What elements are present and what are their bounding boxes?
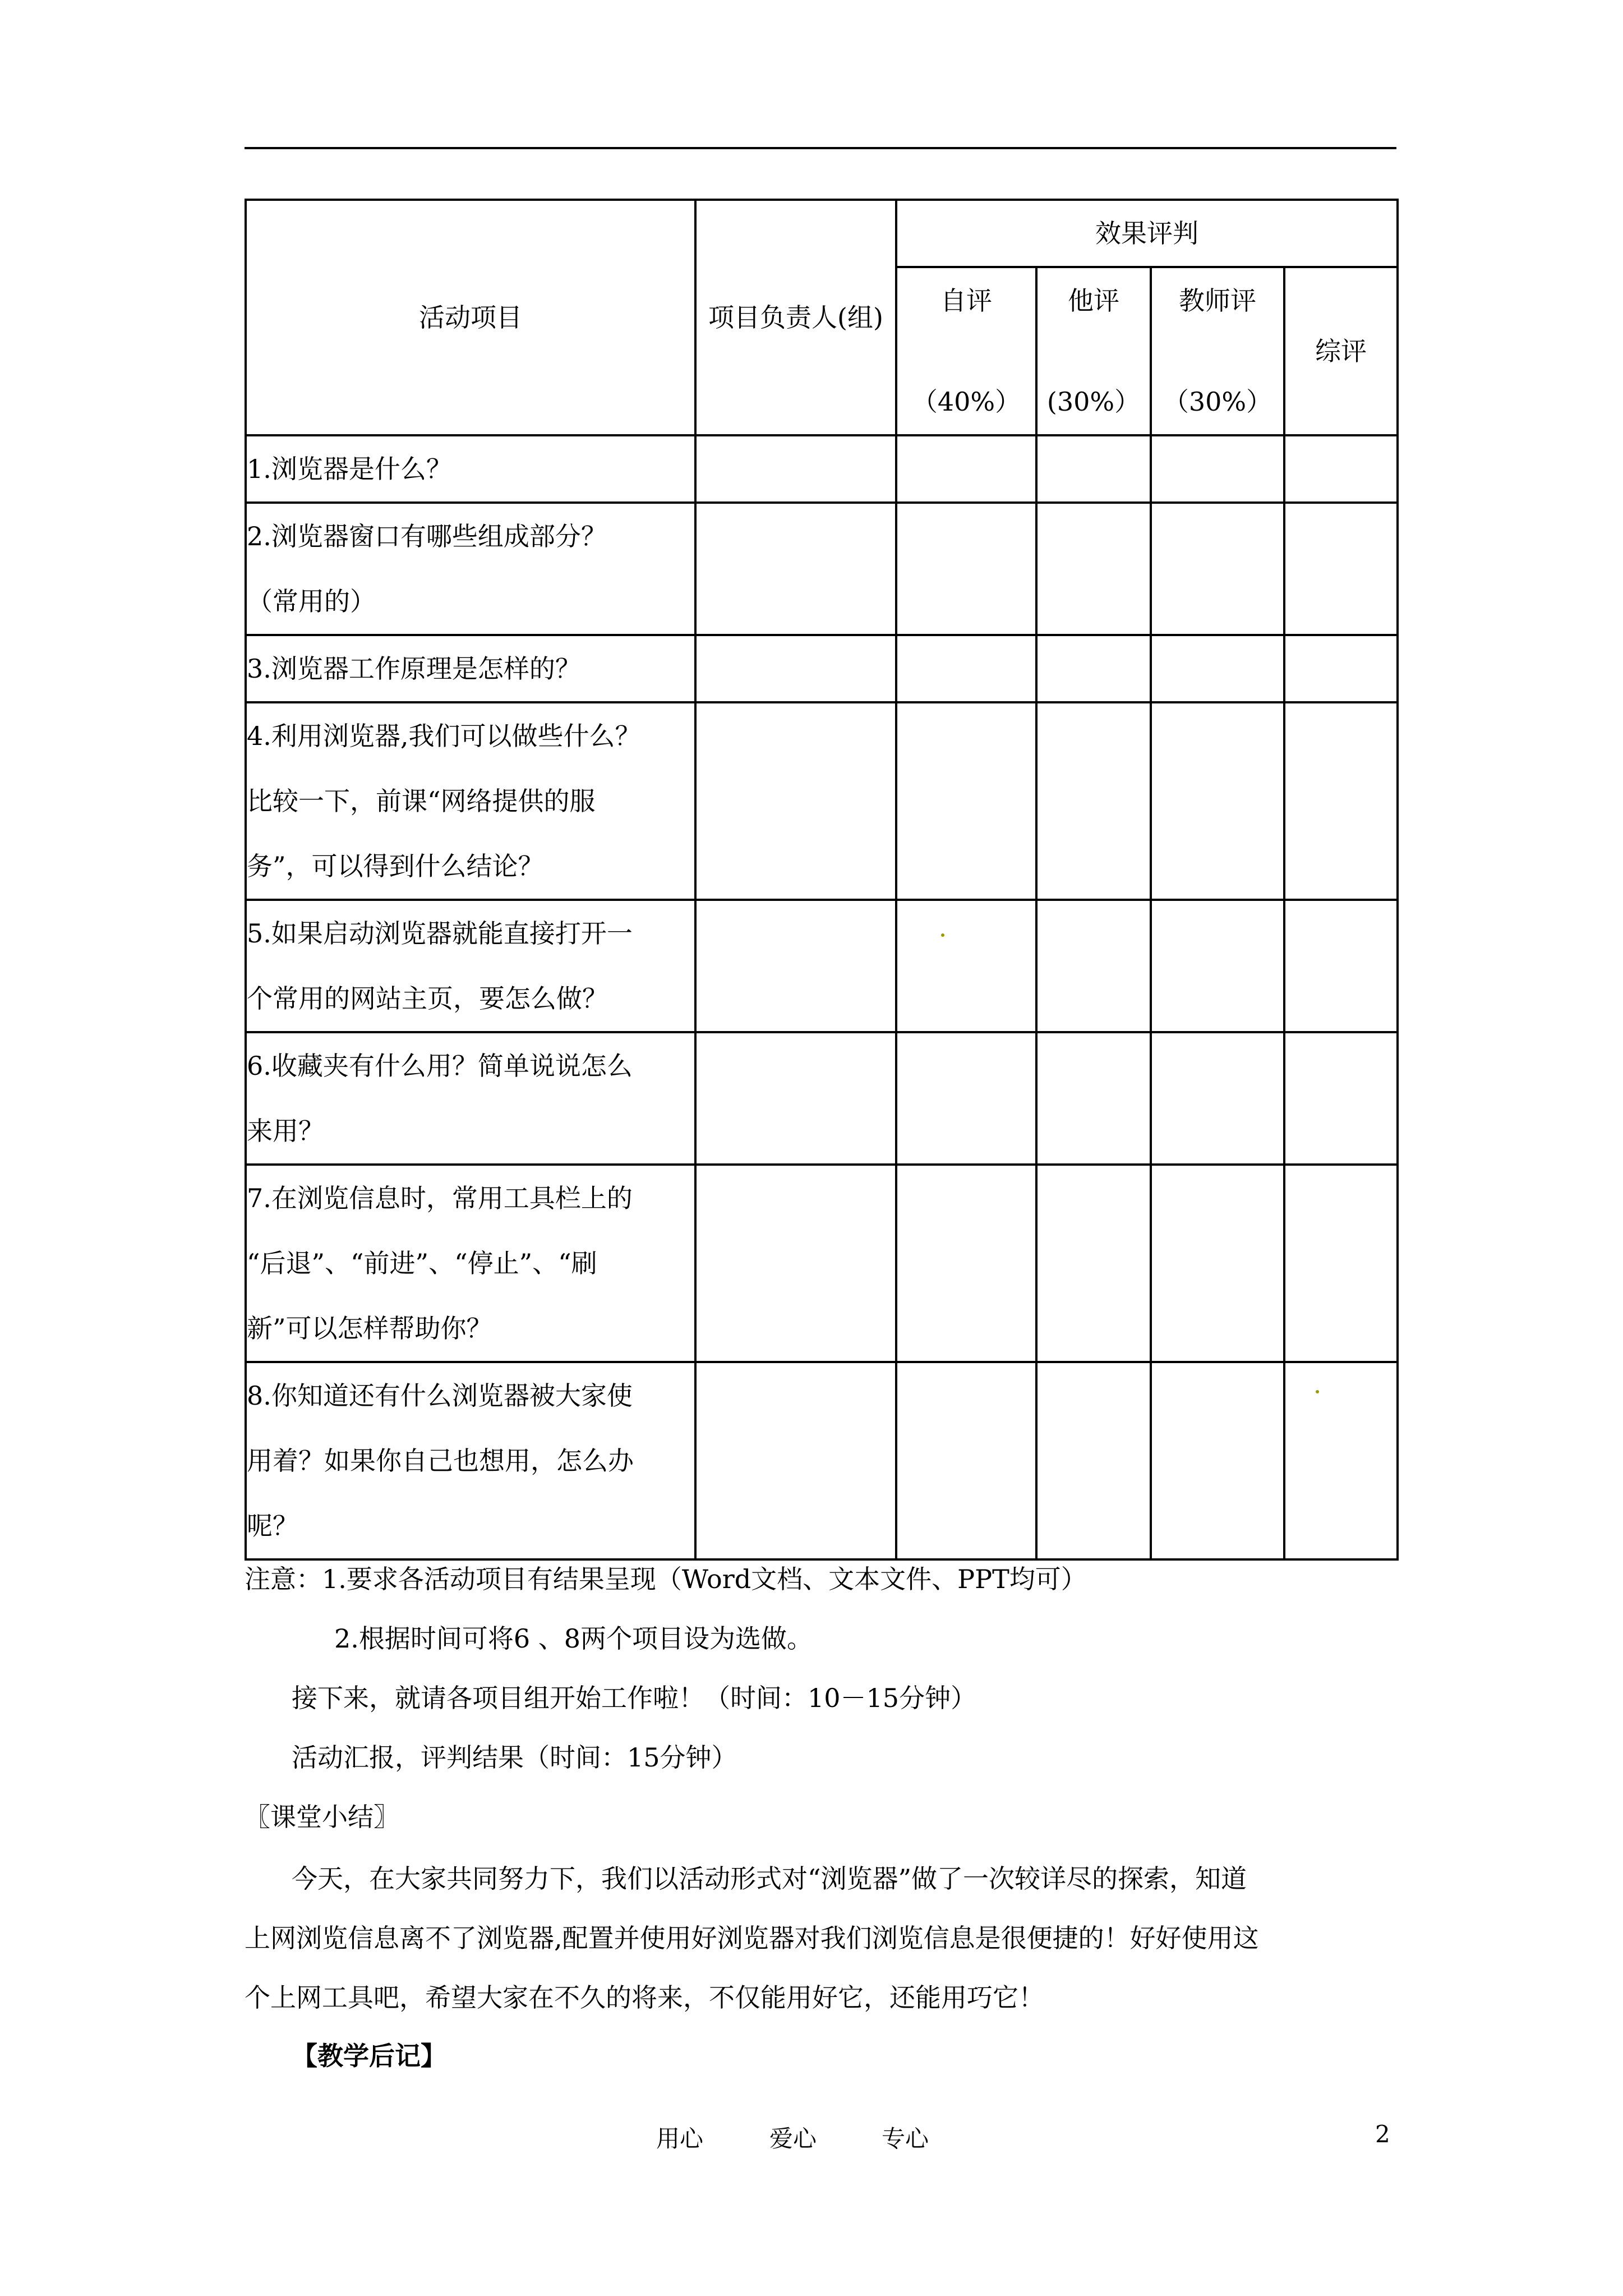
activity-line: 4.利用浏览器,我们可以做些什么？ bbox=[247, 721, 641, 751]
summary-line-1: 今天，在大家共同努力下，我们以活动形式对“浏览器”做了一次较详尽的探索，知道 bbox=[292, 1864, 1247, 1894]
activity-cell bbox=[246, 635, 695, 702]
header-effect: 效果评判 bbox=[896, 200, 1398, 267]
activity-line: 呢？ bbox=[247, 1511, 298, 1541]
activity-line: 比较一下，前课“网络提供的服 bbox=[247, 786, 596, 816]
table-row bbox=[246, 503, 1398, 635]
activity-cell bbox=[246, 1032, 695, 1165]
activity-cell bbox=[246, 702, 695, 900]
activity-cell bbox=[246, 900, 695, 1032]
summary-line-3: 个上网工具吧，希望大家在不久的将来，不仅能用好它，还能用巧它！ bbox=[245, 1982, 1044, 2013]
activity-line: 3.浏览器工作原理是怎样的？ bbox=[247, 654, 581, 684]
note-2: 2.根据时间可将6 、8两个项目设为选做。 bbox=[334, 1623, 813, 1654]
page-number: 2 bbox=[1375, 2120, 1390, 2148]
summary-heading: 〖课堂小结〗 bbox=[245, 1802, 399, 1832]
activity-line: 个常用的网站主页，要怎么做？ bbox=[247, 983, 608, 1014]
activity-cell bbox=[246, 1165, 695, 1362]
stray-dot bbox=[1316, 1390, 1319, 1393]
activity-line: 7.在浏览信息时，常用工具栏上的 bbox=[247, 1183, 633, 1213]
activity-line: 来用？ bbox=[247, 1116, 324, 1146]
activity-cell bbox=[246, 1362, 695, 1559]
header-teacher-label: 教师评 bbox=[1179, 286, 1256, 316]
activity-cell bbox=[246, 503, 695, 635]
footer-word-2: 爱心 bbox=[769, 2125, 817, 2152]
header-teacher bbox=[1151, 267, 1284, 435]
header-peer-label: 他评 bbox=[1068, 286, 1119, 316]
activity-line: 新”可以怎样帮助你？ bbox=[247, 1313, 492, 1343]
stray-dot bbox=[941, 933, 944, 937]
activity-cell bbox=[246, 435, 695, 503]
activity-line: 1.浏览器是什么？ bbox=[247, 454, 452, 484]
header-overall: 综评 bbox=[1284, 267, 1398, 435]
table-row bbox=[246, 900, 1398, 1032]
note-1: 注意：1.要求各活动项目有结果呈现（Word文档、文本文件、PPT均可） bbox=[245, 1564, 1087, 1594]
summary-line-2: 上网浏览信息离不了浏览器,配置并使用好浏览器对我们浏览信息是很便捷的！好好使用这 bbox=[245, 1923, 1259, 1953]
activity-line: 务”，可以得到什么结论？ bbox=[247, 851, 544, 881]
header-peer bbox=[1036, 267, 1151, 435]
activity-line: 5.如果启动浏览器就能直接打开一 bbox=[247, 918, 633, 949]
activity-line: “后退”、“前进”、“停止”、“刷 bbox=[247, 1248, 597, 1278]
activity-line: 6.收藏夹有什么用？简单说说怎么 bbox=[247, 1051, 633, 1081]
header-activity: 活动项目 bbox=[246, 200, 695, 435]
header-self-label: 自评 bbox=[940, 286, 992, 316]
report-text: 活动汇报，评判结果（时间：15分钟） bbox=[292, 1742, 737, 1773]
footer-word-3: 专心 bbox=[882, 2125, 929, 2152]
evaluation-table bbox=[245, 199, 1399, 1561]
table-row bbox=[246, 1165, 1398, 1362]
table-row bbox=[246, 1362, 1398, 1559]
footer-word-1: 用心 bbox=[656, 2125, 704, 2152]
activity-line: 8.你知道还有什么浏览器被大家使 bbox=[247, 1381, 633, 1411]
afterword-heading: 【教学后记】 bbox=[292, 2041, 446, 2071]
table-row bbox=[246, 435, 1398, 503]
next-step-text: 接下来，就请各项目组开始工作啦！（时间：10－15分钟） bbox=[292, 1683, 977, 1713]
activity-line: （常用的） bbox=[247, 586, 376, 616]
table-row bbox=[246, 635, 1398, 702]
table-row bbox=[246, 1032, 1398, 1165]
header-self bbox=[896, 267, 1036, 435]
activity-line: 2.浏览器窗口有哪些组成部分？ bbox=[247, 521, 607, 551]
table-row bbox=[246, 702, 1398, 900]
header-self-pct: （40%） bbox=[911, 386, 1021, 417]
activity-line: 用着？如果你自己也想用，怎么办 bbox=[247, 1446, 634, 1476]
header-peer-pct: (30%） bbox=[1046, 386, 1141, 417]
header-teacher-pct: （30%） bbox=[1163, 386, 1272, 417]
header-owner: 项目负责人(组) bbox=[695, 200, 896, 435]
header-rule bbox=[245, 147, 1396, 149]
